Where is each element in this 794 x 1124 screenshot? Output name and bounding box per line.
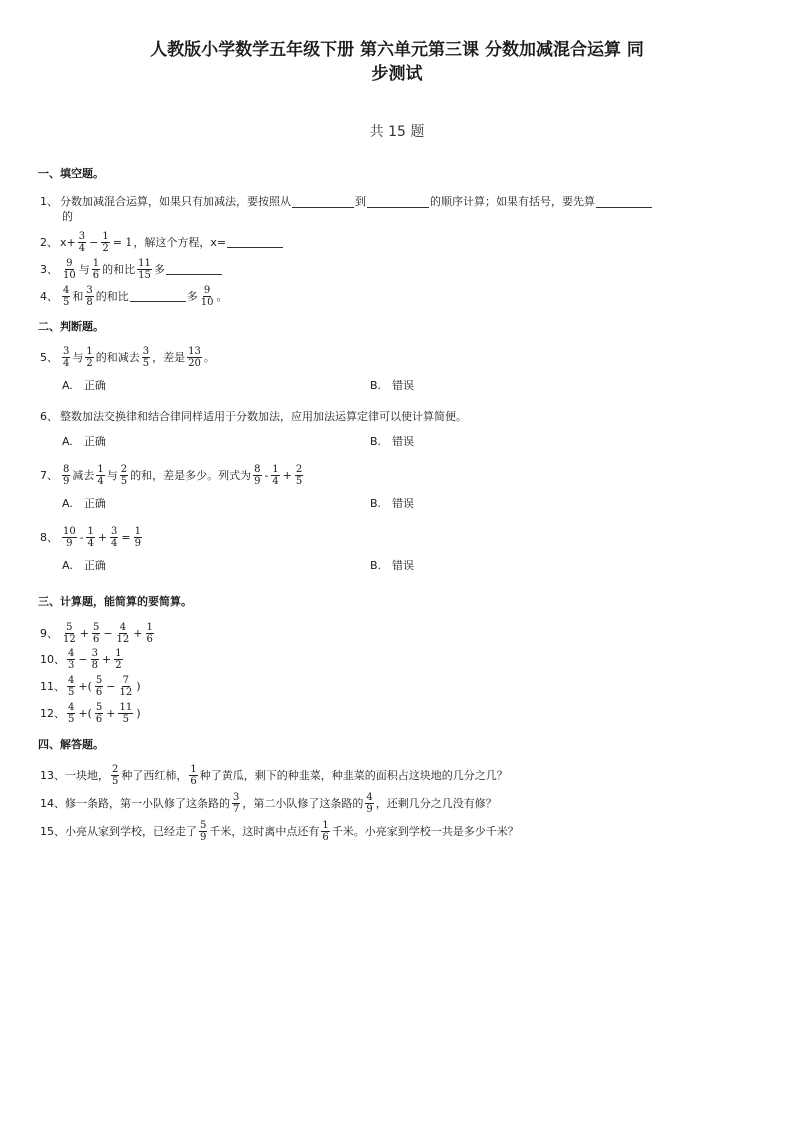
fraction: $\frac{10}{9}$ [63,526,76,549]
question-4 [40,285,227,308]
question-text: 种了西红柿， [121,768,188,782]
fraction: $\frac{4}{5}$ [63,285,70,308]
question-text: 多 [186,289,198,303]
option-false[interactable]: B. 错误 [370,435,415,448]
question-text: 与 [106,468,118,482]
question-text: 。 [203,350,215,364]
fraction: $\frac{1}{4}$ [272,464,279,487]
question-number: 9、 [40,626,58,640]
fraction: $\frac{1}{4}$ [97,464,104,487]
question-text: 。 [216,289,228,303]
section-heading-calculation: 三、计算题，能简算的要简算。 [38,595,192,608]
question-text: 的和，差是多少。列式为 [130,468,252,482]
fraction: $\frac{3}{8}$ [86,285,93,308]
page-title [100,38,694,86]
answer-blank[interactable] [596,197,652,208]
fraction: $\frac{5}{6}$ [92,622,100,645]
question-10: 10、 $\frac{4}{3}$ − $\frac{3}{8}$ + $\frac{1}{2}$ [40,648,122,671]
question-text: 修一条路，第一小队修了这条路的 [65,796,230,810]
fraction: $\frac{3}{4}$ [63,346,70,369]
fraction: $\frac{3}{4}$ [78,231,86,254]
fraction: $\frac{3}{7}$ [233,792,240,815]
fraction: $\frac{4}{3}$ [68,648,75,671]
fraction: $\frac{1}{6}$ [190,764,197,787]
option-true[interactable]: A. 正确 [62,435,106,448]
option-false[interactable]: B. 错误 [370,379,415,392]
title-line-2: 步测试 [371,64,423,84]
fraction: $\frac{9}{10}$ [63,258,76,281]
question-number: 12、 [40,706,65,720]
fraction: $\frac{3}{8}$ [91,648,98,671]
question-number: 4、 [40,289,58,303]
answer-blank[interactable] [166,264,222,275]
question-7: 7、 $\frac{8}{9}$ 减去 $\frac{1}{4}$ 与 $\frac{2}{5}$ 的和，差是多少。列式为 $\frac{8}{9}$ - $\frac{1}{4}$ + $\frac{2}{5}$ [40,464,303,487]
fraction: $\frac{4}{5}$ [68,675,75,698]
question-9: 9、 $\frac{5}{12}$ + $\frac{5}{6}$ − $\frac{4}{12}$ + $\frac{1}{6}$ [40,622,153,645]
question-text: 整数加法交换律和结合律同样适用于分数加法，应用加法运算定律可以使计算简便。 [60,410,467,423]
question-number: 8、 [40,530,58,544]
question-number: 15、 [40,824,65,838]
fraction: $\frac{1}{2}$ [115,648,122,671]
fraction: $\frac{1}{6}$ [322,820,329,843]
option-false[interactable]: B. 错误 [370,497,415,510]
fraction: $\frac{2}{5}$ [120,464,128,487]
section-heading-word-problems: 四、解答题。 [38,738,104,751]
question-text: 的和减去 [95,350,140,364]
option-true[interactable]: A. 正确 [62,559,106,572]
question-number: 11、 [40,679,65,693]
fraction: $\frac{1}{6}$ [146,622,153,645]
fraction: $\frac{5}{6}$ [95,702,103,725]
question-number: 10、 [40,652,65,666]
fraction: $\frac{1}{2}$ [102,231,109,254]
question-text: 的和比 [95,289,129,303]
question-text: 与 [72,350,84,364]
question-text: ，差是 [152,350,186,364]
question-3 [40,258,223,281]
fraction: $\frac{9}{10}$ [200,285,214,308]
question-11: 11、 $\frac{4}{5}$ +( $\frac{5}{6}$ − $\frac{7}{12}$ ) [40,675,141,698]
fraction: $\frac{1}{6}$ [92,258,100,281]
fraction: $\frac{5}{9}$ [200,820,207,843]
answer-blank[interactable] [292,197,354,208]
question-number: 5、 [40,350,58,364]
fraction: $\frac{2}{5}$ [295,464,303,487]
fraction: $\frac{1}{4}$ [87,526,94,549]
question-text: 分数加减混合运算，如果只有加减法，要按照从 [60,195,291,208]
question-text: x+ [60,235,76,249]
question-15 [40,820,519,843]
option-false[interactable]: B. 错误 [370,559,415,572]
question-text: 小亮从家到学校，已经走了 [65,824,197,838]
fraction: $\frac{8}{9}$ [254,464,261,487]
fraction: $\frac{11}{5}$ [119,702,133,725]
question-number: 3、 [40,262,58,276]
fraction: $\frac{3}{4}$ [111,526,118,549]
question-2: 2、 x+ $\frac{3}{4}$ − $\frac{1}{2}$ = 1 ，解这个方程，x= [40,231,284,254]
fraction: $\frac{4}{12}$ [116,622,130,645]
question-1-continued: 的 [62,210,73,223]
option-true[interactable]: A. 正确 [62,497,106,510]
question-1 [40,194,653,210]
question-5 [40,346,215,369]
fraction: $\frac{7}{12}$ [119,675,133,698]
fraction: $\frac{5}{6}$ [95,675,103,698]
question-number: 7、 [40,468,58,482]
question-text: ，还剩几分之几没有修？ [375,796,497,810]
question-text: 与 [78,262,90,276]
question-number: 2、 [40,235,58,249]
question-text: 千米，这时离中点还有 [209,824,320,838]
fraction: $\frac{13}{20}$ [188,346,201,369]
question-text: 的顺序计算；如果有括号，要先算 [430,195,595,208]
question-number: 13、 [40,768,65,782]
fraction: $\frac{3}{5}$ [142,346,150,369]
fraction: $\frac{2}{5}$ [112,764,119,787]
title-line-1: 人教版小学数学五年级下册 第六单元第三课 分数加减混合运算 同 [150,40,644,60]
answer-blank[interactable] [367,197,429,208]
question-text: 和 [72,289,84,303]
question-8: 8、 $\frac{10}{9}$ - $\frac{1}{4}$ + $\frac{3}{4}$ = $\frac{1}{9}$ [40,526,142,549]
question-text: 的和比 [102,262,136,276]
fraction: $\frac{4}{5}$ [68,702,75,725]
question-text: 到 [355,195,366,208]
question-text: ，第二小队修了这条路的 [242,796,364,810]
question-number: 6、 [40,410,58,423]
question-text: 种了黄瓜，剩下的种韭菜，种韭菜的面积占这块地的几分之几？ [199,768,508,782]
answer-blank[interactable] [227,237,283,248]
fraction: $\frac{11}{15}$ [138,258,151,281]
fraction: $\frac{5}{12}$ [63,622,76,645]
question-text: 减去 [72,468,95,482]
section-heading-true-false: 二、判断题。 [38,320,104,333]
question-number: 14、 [40,796,65,810]
question-text: 多 [153,262,165,276]
fraction: $\frac{8}{9}$ [63,464,70,487]
question-14 [40,792,497,815]
question-count: 共 15 题 [369,124,425,140]
question-number: 1、 [40,195,58,208]
answer-blank[interactable] [130,291,186,302]
question-text: 千米。小亮家到学校一共是多少千米？ [331,824,519,838]
question-6 [40,409,467,425]
question-12: 12、 $\frac{4}{5}$ +( $\frac{5}{6}$ + $\frac{11}{5}$ ) [40,702,141,725]
question-text: ，解这个方程，x= [133,235,227,249]
question-text: 一块地， [65,768,109,782]
option-true[interactable]: A. 正确 [62,379,106,392]
fraction: $\frac{4}{9}$ [366,792,373,815]
fraction: $\frac{1}{9}$ [134,526,142,549]
section-heading-fill-blank: 一、填空题。 [38,167,104,180]
fraction: $\frac{1}{2}$ [86,346,93,369]
question-13 [40,764,508,787]
